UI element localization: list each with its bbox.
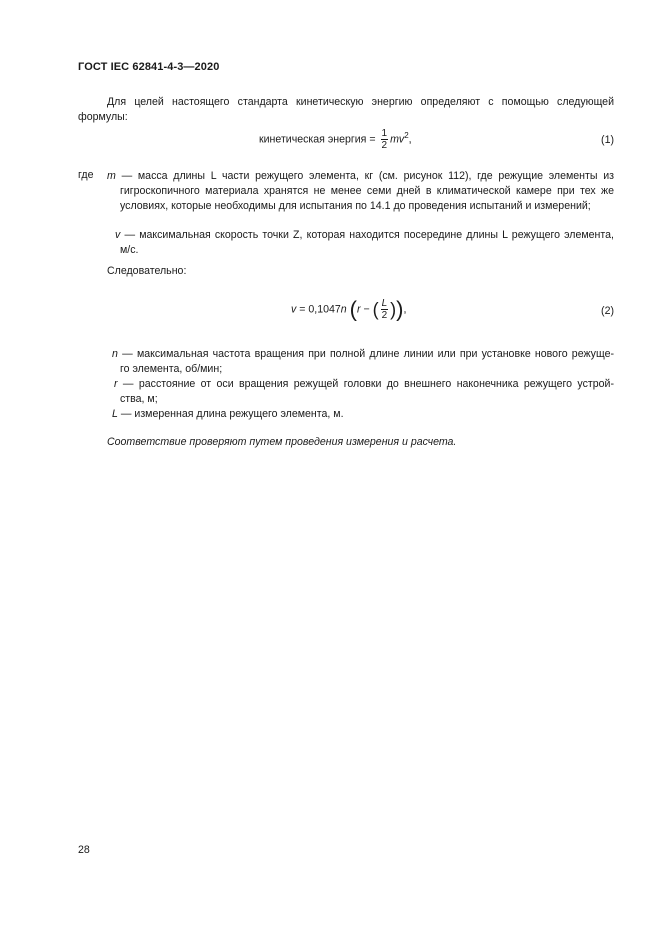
formula-1-frac-den: 2 — [381, 140, 388, 151]
formula-1-term: mv — [390, 133, 405, 146]
formula-2-lhs: v — [291, 303, 297, 316]
definition-v — [115, 228, 614, 258]
consequently-text: Следовательно: — [107, 265, 187, 277]
definition-v-symbol: v — [115, 229, 121, 241]
conformity-note: Соответствие проверяют путем проведения измерения и расчета. — [107, 436, 457, 448]
formula-2-inner-close-paren: ) — [390, 299, 397, 320]
page-number: 28 — [78, 844, 90, 856]
definition-L-symbol: L — [112, 408, 118, 420]
formula-2-inner-open-paren: ( — [372, 299, 379, 320]
definition-r-line1: расстояние от оси вращения режущей головки до внешнего наконечника режущего устрой- — [138, 378, 614, 390]
definition-n-dash: — — [122, 348, 133, 360]
definition-m-symbol: m — [107, 170, 116, 182]
formula-2-trail: , — [403, 303, 407, 316]
definition-n-symbol: n — [112, 348, 118, 360]
definition-m-continuation: гигроскопичного материала хранятся не менее семи дней в климатической камере при тех же условиях, которые необходимы для испытания по 14.1 до проведения испытаний и измерений; — [120, 185, 614, 212]
definition-n — [112, 347, 614, 377]
definition-L — [112, 407, 344, 422]
definition-r — [114, 377, 614, 407]
definition-L-dash: — — [120, 408, 132, 420]
formula-1-number: (1) — [601, 134, 614, 146]
definition-m-line1: масса длины L части режущего элемента, кг (см. рисунок 112), где режущие элементы из — [137, 170, 614, 182]
formula-2-r: r — [356, 303, 361, 316]
definition-n-continuation: го элемента, об/мин; — [120, 363, 223, 375]
formula-1-frac-num: 1 — [381, 128, 388, 139]
formula-1-label: кинетическая энергия = — [259, 133, 376, 146]
definition-v-line1: максимальная скорость точки Z, которая находится посередине длины L режущего элемента, — [139, 229, 614, 241]
formula-2-n: n — [340, 303, 347, 316]
formula-2-number: (2) — [601, 305, 614, 317]
formula-2-minus: − — [363, 303, 370, 316]
formula-1-exponent: 2 — [404, 130, 409, 140]
formula-1-trail: , — [408, 133, 412, 146]
definition-r-continuation: ства, м; — [120, 393, 158, 405]
definition-v-continuation: м/с. — [120, 244, 139, 256]
formula-2-fraction — [381, 298, 389, 321]
where-word: где — [78, 169, 94, 181]
formula-2-open-paren: ( — [349, 296, 357, 322]
definition-m — [107, 169, 614, 214]
formula-2-close-paren: ) — [396, 296, 404, 322]
formula-2-eq: = 0,1047 — [299, 303, 341, 316]
formula-2-frac-num: L — [381, 298, 388, 309]
definition-L-line1: измеренная длина режущего элемента, м. — [134, 408, 344, 420]
formula-1 — [259, 128, 412, 151]
intro-paragraph: Для целей настоящего стандарта кинетическую энергию определяют с помощью следующей формулы: — [78, 96, 614, 123]
formula-1-fraction — [381, 128, 389, 151]
definition-r-symbol: r — [114, 378, 118, 390]
definition-n-line1: максимальная частота вращения при полной длине линии или при установке нового режуще- — [136, 348, 614, 360]
document-header: ГОСТ IEC 62841-4-3—2020 — [78, 61, 220, 73]
definition-v-dash: — — [124, 229, 136, 241]
formula-2 — [291, 298, 406, 321]
definition-r-dash: — — [122, 378, 134, 390]
definition-m-dash: — — [121, 170, 133, 182]
formula-2-frac-den: 2 — [381, 310, 388, 321]
